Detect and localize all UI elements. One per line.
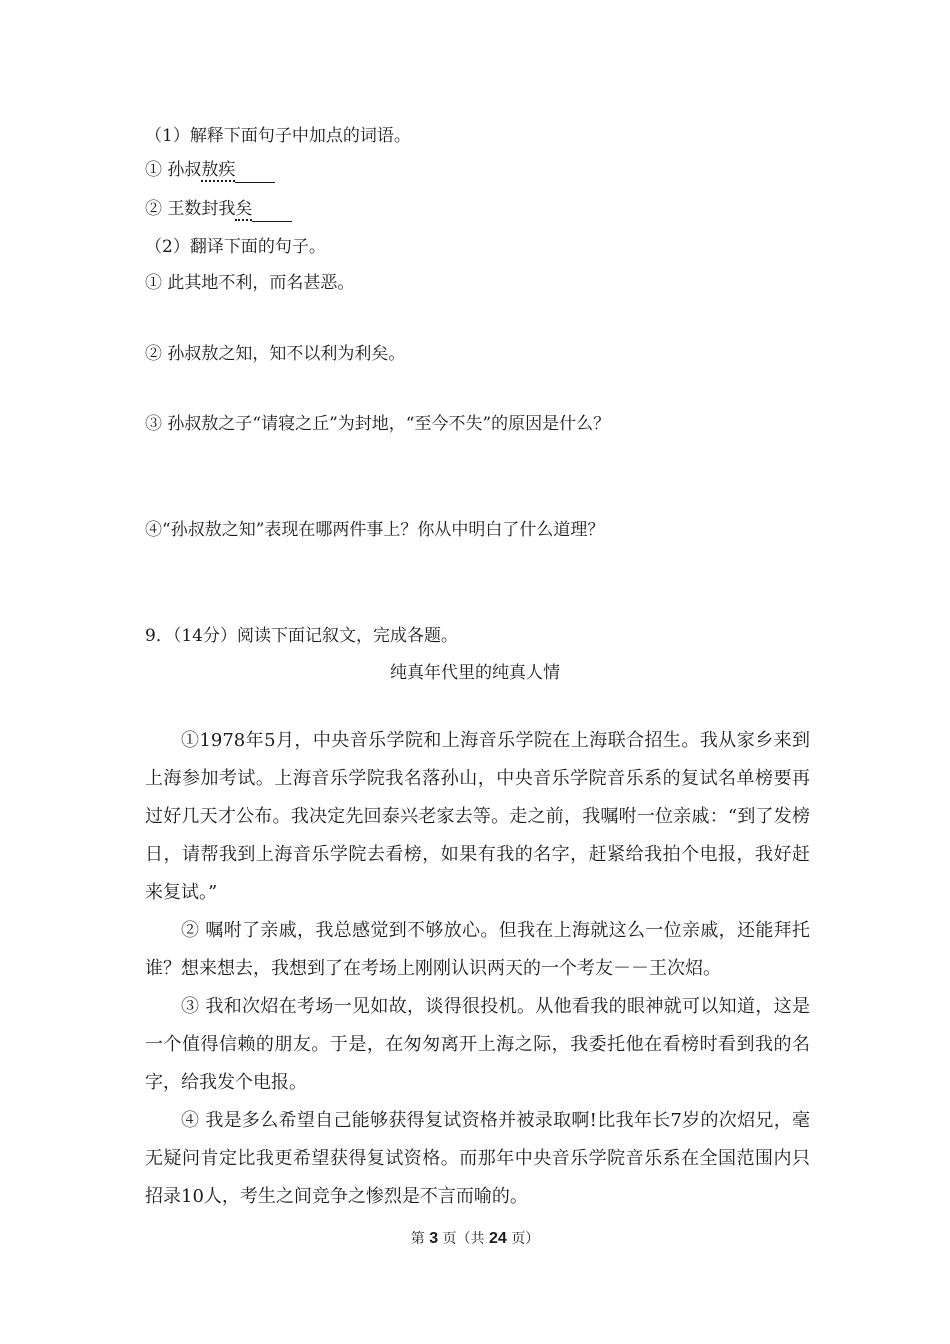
passage-paragraph-2: ② 嘱咐了亲戚，我总感觉到不够放心。但我在上海就这么一位亲戚，还能拜托谁？想来想去，我想到了在考场上刚刚认识两天的一个考友－－王次炤。 (145, 920, 810, 979)
q8-translation-2: ② 孙叔敖之知，知不以利为利矣。 (145, 344, 406, 364)
q8-part2-heading: （2）翻译下面的句子。 (145, 237, 326, 257)
passage-paragraph-3: ③ 我和次炤在考场一见如故，谈得很投机。从他看我的眼神就可以知道，这是一个值得信赖的朋友。于是，在匆匆离开上海之际，我委托他在看榜时看到我的名字，给我发个电报。 (145, 996, 810, 1093)
q8-part1-heading: （1）解释下面句子中加点的词语。 (145, 126, 411, 146)
q8-item2 (145, 197, 292, 222)
q8-item1 (145, 158, 275, 183)
page-footer (0, 1229, 950, 1249)
q8-item1-prefix: ① 孙叔 (145, 160, 202, 180)
q8-item2-dotted-word: 矣 (235, 199, 253, 219)
answer-blank[interactable] (235, 164, 275, 183)
q8-question-3: ③ 孙叔敖之子“请寝之丘”为封地，“至今不失”的原因是什么？ (145, 414, 611, 434)
q9-heading: 9．（14分）阅读下面记叙文，完成各题。 (145, 626, 458, 646)
answer-blank[interactable] (252, 203, 292, 222)
footer-prefix: 第 (410, 1231, 425, 1247)
q8-question-4: ④“孙叔敖之知”表现在哪两件事上？你从中明白了什么道理？ (145, 520, 605, 540)
footer-middle: 页（共 (442, 1231, 485, 1247)
footer-page-number: 3 (429, 1230, 439, 1247)
passage-body (145, 722, 810, 1216)
passage-title: 纯真年代里的纯真人情 (390, 663, 560, 683)
passage-paragraph-1: ①1978年5月，中央音乐学院和上海音乐学院在上海联合招生。我从家乡来到上海参加考试。上海音乐学院我名落孙山，中央音乐学院音乐系的复试名单榜要再过好几天才公布。我决定先回泰兴老家去等。走之前，我嘱咐一位亲戚：“到了发榜日，请帮我到上海音乐学院去看榜，如果有我的名字，赶紧给我拍个电报，我好赶来复试。” (145, 730, 810, 903)
footer-total-pages: 24 (489, 1230, 507, 1247)
q8-item1-dotted-word: 敖疾 (201, 160, 236, 180)
footer-suffix: 页） (511, 1231, 540, 1247)
q8-translation-1: ① 此其地不利，而名甚恶。 (145, 273, 355, 293)
q8-item2-prefix: ② 王数封我 (145, 199, 236, 219)
passage-paragraph-4: ④ 我是多么希望自己能够获得复试资格并被录取啊!比我年长7岁的次炤兄，毫无疑问肯定比我更希望获得复试资格。而那年中央音乐学院音乐系在全国范围内只招录10人，考生之间竞争之惨烈是不言而喻的。 (145, 1110, 810, 1207)
